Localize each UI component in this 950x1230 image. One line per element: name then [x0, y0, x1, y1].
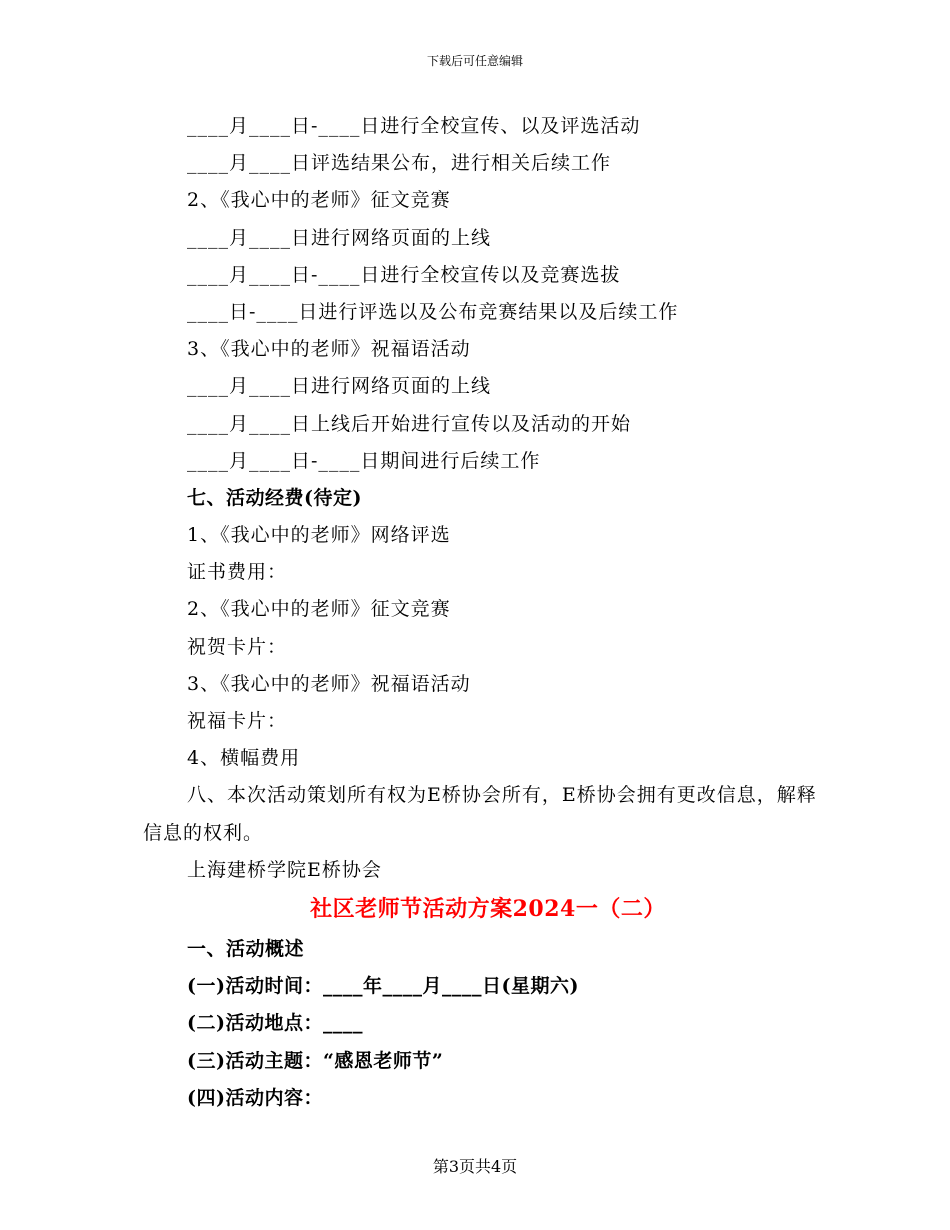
ownership-paragraph: 八、本次活动策划所有权为E桥协会所有，E桥协会拥有更改信息，解释信息的权利。	[143, 784, 817, 844]
activity-heading: 2、《我心中的老师》征文竞赛	[187, 189, 451, 212]
schedule-line: ____月____日上线后开始进行宣传以及活动的开始	[187, 412, 632, 435]
schedule-line: ____日-____日进行评选以及公布竞赛结果以及后续工作	[187, 300, 679, 323]
schedule-line: ____月____日进行网络页面的上线	[187, 226, 492, 249]
budget-item: 1、《我心中的老师》网络评选	[187, 524, 451, 547]
overview-content: (四)活动内容：	[187, 1086, 323, 1109]
schedule-line: ____月____日进行网络页面的上线	[187, 375, 492, 398]
overview-location: (二)活动地点：____	[187, 1012, 363, 1035]
activity-heading: 3、《我心中的老师》祝福语活动	[187, 338, 471, 361]
overview-theme: (三)活动主题：“感恩老师节”	[187, 1049, 444, 1072]
signature: 上海建桥学院E桥协会	[187, 858, 382, 881]
schedule-line: ____月____日评选结果公布，进行相关后续工作	[187, 152, 612, 175]
schedule-line: ____月____日-____日期间进行后续工作	[187, 449, 541, 472]
budget-detail: 祝贺卡片：	[187, 635, 288, 658]
schedule-line: ____月____日-____日进行全校宣传、以及评选活动	[187, 115, 641, 137]
budget-item: 4、横幅费用	[187, 747, 301, 770]
budget-item: 3、《我心中的老师》祝福语活动	[187, 672, 471, 695]
schedule-line: ____月____日-____日进行全校宣传以及竞赛选拔	[187, 263, 621, 286]
overview-time: (一)活动时间：____年____月____日(星期六)	[187, 975, 579, 998]
section-heading-budget: 七、活动经费(待定)	[187, 486, 362, 509]
page-footer: 第3页共4页	[432, 1157, 518, 1176]
budget-detail: 祝福卡片：	[187, 710, 288, 732]
overview-heading: 一、活动概述	[187, 937, 305, 960]
page-header: 下载后可任意编辑	[426, 54, 523, 68]
budget-detail: 证书费用：	[187, 561, 288, 584]
budget-item: 2、《我心中的老师》征文竞赛	[187, 598, 451, 621]
section-title: 社区老师节活动方案2024一（二）	[310, 895, 666, 922]
document-body	[143, 108, 833, 1117]
